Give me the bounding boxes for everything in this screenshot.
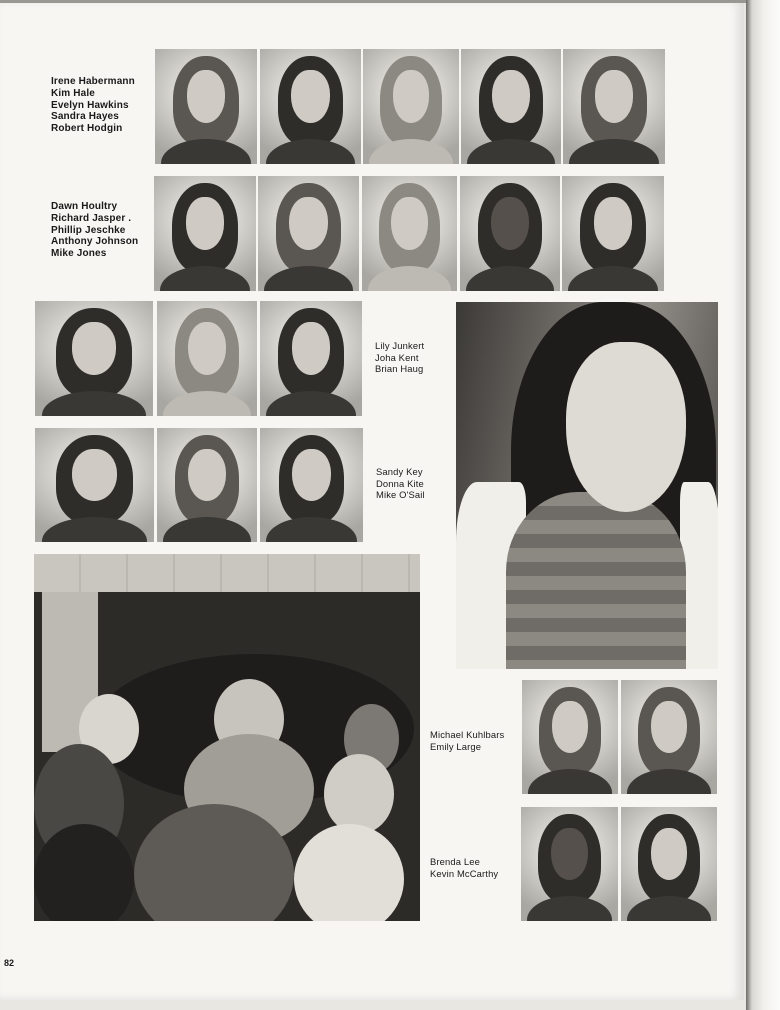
name-list-group-4 <box>376 466 425 501</box>
student-portrait <box>154 176 256 291</box>
student-portrait <box>260 49 361 164</box>
student-portrait <box>460 176 560 291</box>
candid-portrait-photo <box>456 302 718 669</box>
name-list-group-2 <box>51 201 138 260</box>
student-name: Richard Jasper . <box>51 212 132 224</box>
page-top-edge <box>0 0 780 3</box>
student-name: Robert Hodgin <box>51 123 123 135</box>
page-number: 82 <box>4 958 15 968</box>
student-portrait <box>621 807 717 921</box>
student-name: Kim Hale <box>51 87 95 99</box>
student-portrait <box>157 301 257 416</box>
facing-page-edge <box>746 0 780 1010</box>
student-name: Dawn Houltry <box>51 201 118 212</box>
student-name: Emily Large <box>430 740 482 752</box>
name-list-group-3 <box>375 340 424 375</box>
student-name: Mike Jones <box>51 248 107 260</box>
student-name: Sandra Hayes <box>51 111 119 123</box>
student-portrait <box>363 49 459 164</box>
student-name: Michael Kuhlbars <box>430 729 505 740</box>
student-name: Mike O'Sail <box>376 489 425 501</box>
student-portrait <box>563 49 665 164</box>
student-portrait <box>521 807 618 921</box>
student-name: Lily Junkert <box>375 340 425 351</box>
student-name: Phillip Jeschke <box>51 224 126 236</box>
student-portrait <box>260 301 362 416</box>
name-list-group-1 <box>51 76 135 135</box>
student-name: Brenda Lee <box>430 856 480 867</box>
student-name: Anthony Johnson <box>51 236 139 248</box>
student-name: Joha Kent <box>375 351 419 363</box>
name-list-group-6 <box>430 856 498 879</box>
student-portrait <box>155 49 257 164</box>
student-name: Evelyn Hawkins <box>51 99 129 111</box>
student-name: Donna Kite <box>376 477 424 489</box>
name-list-group-5 <box>430 729 504 752</box>
student-name: Irene Habermann <box>51 76 135 87</box>
crowd-candid-photo <box>34 554 420 921</box>
student-name: Kevin McCarthy <box>430 867 499 879</box>
student-portrait <box>362 176 457 291</box>
student-portrait <box>562 176 664 291</box>
student-portrait <box>461 49 561 164</box>
student-portrait <box>35 301 153 416</box>
student-portrait <box>260 428 363 542</box>
student-portrait <box>157 428 257 542</box>
student-portrait <box>522 680 618 794</box>
student-name: Brian Haug <box>375 363 424 375</box>
student-portrait <box>621 680 717 794</box>
student-portrait <box>35 428 154 542</box>
student-name: Sandy Key <box>376 466 423 477</box>
student-portrait <box>258 176 359 291</box>
